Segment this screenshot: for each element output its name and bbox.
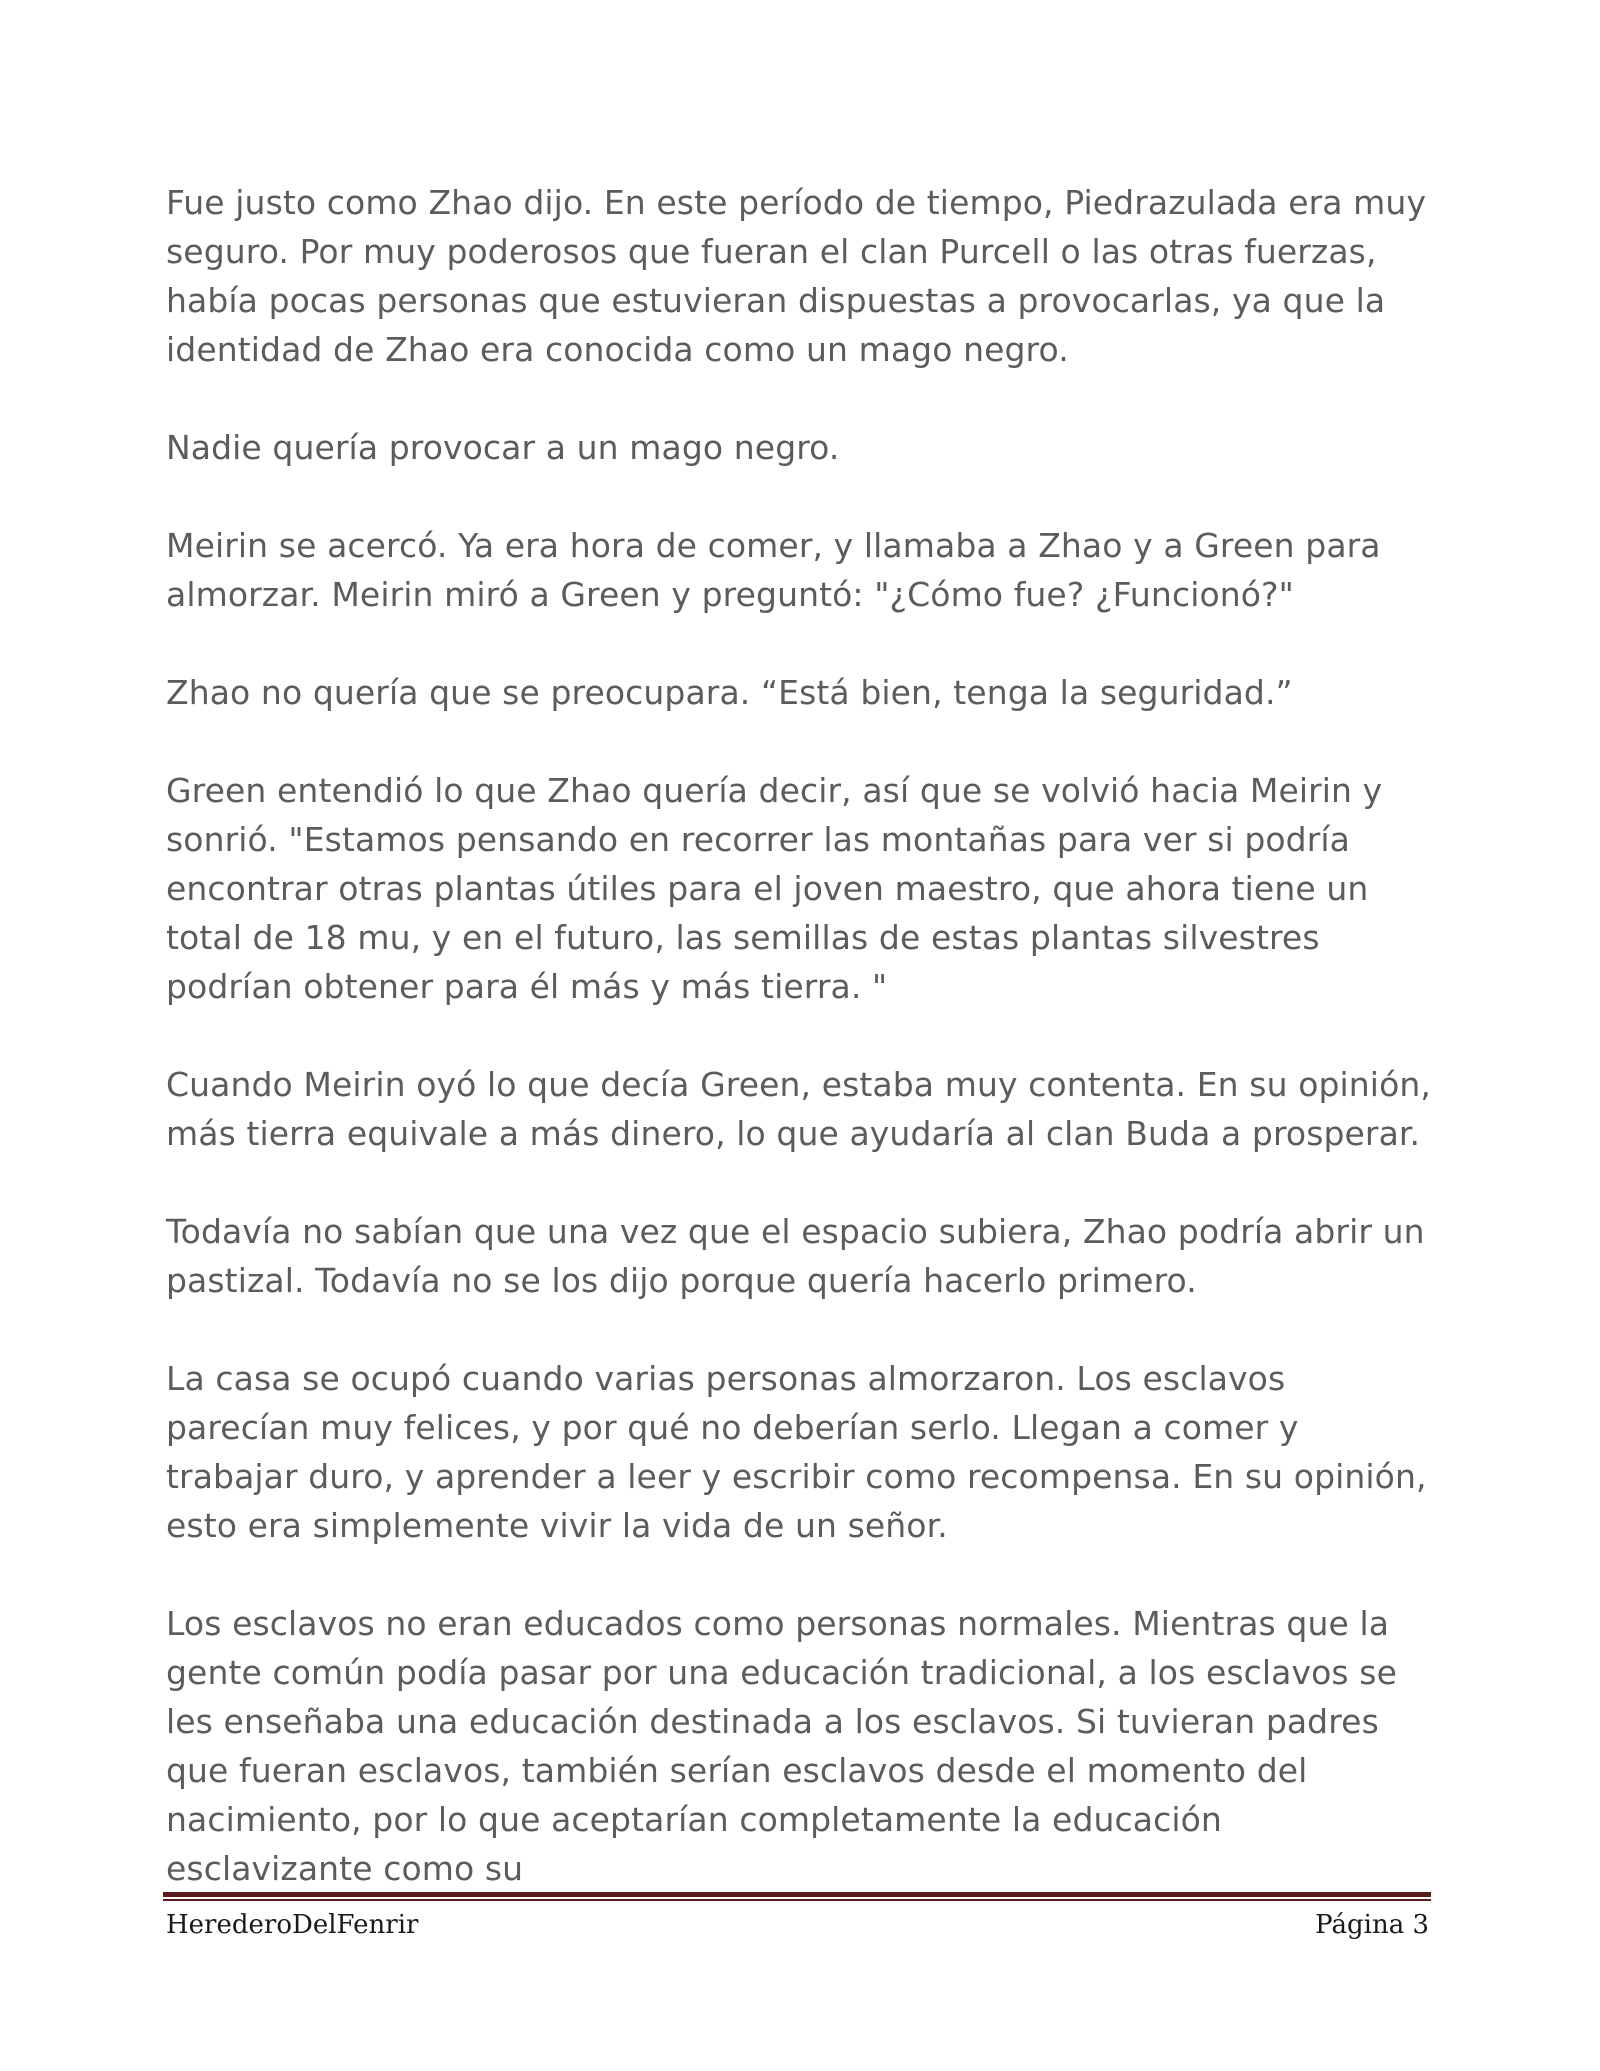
footer-divider-thin-line [163,1899,1431,1901]
paragraph-4: Zhao no quería que se preocupara. “Está bien, tenga la seguridad.” [166,673,1293,712]
paragraph-2: Nadie quería provocar a un mago negro. [166,428,840,467]
body-text [166,178,1438,1942]
paragraph-1: Fue justo como Zhao dijo. En este período de tiempo, Piedrazulada era muy seguro. Por muy poderosos que fueran el clan Purcell o las otras fuerzas, había pocas personas que estuvieran dispuestas a provocarlas, ya que la identidad de Zhao era conocida como un mago negro. [166,183,1427,369]
page-footer [166,1910,1429,1950]
footer-author: HerederoDelFenrir [166,1910,419,1940]
paragraph-3: Meirin se acercó. Ya era hora de comer, y llamaba a Zhao y a Green para almorzar. Meirin miró a Green y preguntó: "¿Cómo fue? ¿Funcionó?" [166,526,1381,614]
paragraph-7: Todavía no sabían que una vez que el espacio subiera, Zhao podría abrir un pastizal. Todavía no se los dijo porque quería hacerlo primero. [166,1212,1425,1300]
paragraph-5: Green entendió lo que Zhao quería decir, así que se volvió hacia Meirin y sonrió. "Estamos pensando en recorrer las montañas para ver si podría encontrar otras plantas útiles para el joven maestro, que ahora tiene un total de 18 mu, y en el futuro, las semillas de estas plantas silvestres podrían obtener para él más y más tierra. " [166,771,1383,1006]
footer-divider [163,1892,1431,1901]
paragraph-9: Los esclavos no eran educados como personas normales. Mientras que la gente común podía pasar por una educación tradicional, a los esclavos se les enseñaba una educación destinada a los esclavos. Si tuvieran padres que fueran esclavos, también serían esclavos desde el momento del nacimiento, por lo que aceptarían completamente la educación esclavizante como su [166,1604,1397,1888]
paragraph-6: Cuando Meirin oyó lo que decía Green, estaba muy contenta. En su opinión, más tierra equivale a más dinero, lo que ayudaría al clan Buda a prosperar. [166,1065,1431,1153]
paragraph-8: La casa se ocupó cuando varias personas almorzaron. Los esclavos parecían muy felices, y por qué no deberían serlo. Llegan a comer y trabajar duro, y aprender a leer y escribir como recompensa. En su opinión, esto era simplemente vivir la vida de un señor. [166,1359,1427,1545]
footer-page-number: Página 3 [1315,1910,1429,1940]
